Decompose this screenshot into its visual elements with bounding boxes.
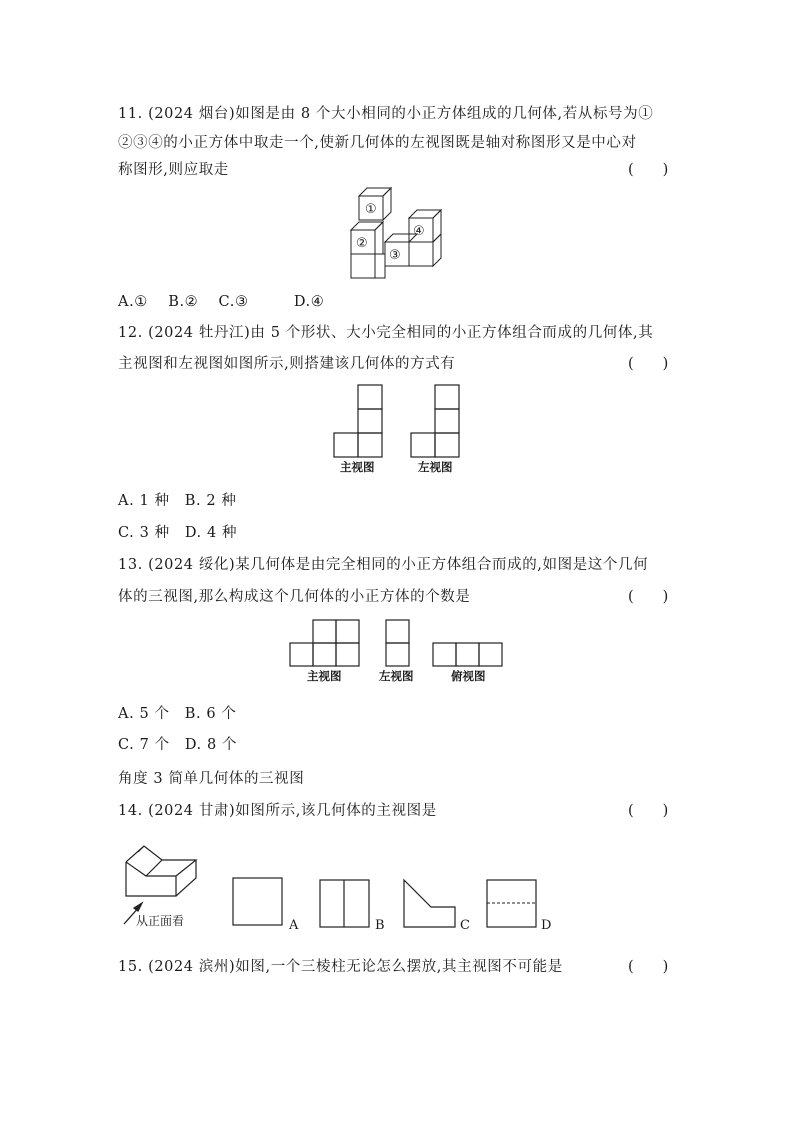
q12-front-view <box>333 384 383 458</box>
q14-option-b-figure <box>319 879 371 929</box>
q12-options-1: A. 1 种 B. 2 种 <box>118 493 237 509</box>
q14-option-c-figure <box>403 879 457 929</box>
q13-line-1: 13. (2024 绥化)某几何体是由完全相同的小正方体组合而成的,如图是这个几何 <box>118 557 649 573</box>
q13-front-caption: 主视图 <box>307 669 342 683</box>
q12-line-2: 主视图和左视图如图所示,则搭建该几何体的方式有 <box>118 356 456 372</box>
q13-options-1: A. 5 个 B. 6 个 <box>118 706 237 722</box>
q14-option-d-figure <box>486 879 538 929</box>
q12-line-1: 12. (2024 牡丹江)由 5 个形状、大小完全相同的小正方体组合而成的几何体,其 <box>118 325 654 341</box>
q13-top-view <box>432 642 504 667</box>
q12-front-caption: 主视图 <box>340 460 375 474</box>
q12-options-2: C. 3 种 D. 4 种 <box>118 525 238 541</box>
q15-line-1: 15. (2024 滨州)如图,一个三棱柱无论怎么摆放,其主视图不可能是 <box>118 959 563 975</box>
q13-left-view <box>385 619 411 667</box>
q14-option-a-letter: A <box>289 918 299 933</box>
q13-line-2: 体的三视图,那么构成这个几何体的小正方体的个数是 <box>118 589 471 605</box>
cube-label-3: ③ <box>389 248 401 263</box>
q14-option-c-letter: C <box>460 918 470 933</box>
cube-label-4: ④ <box>413 224 425 239</box>
q12-left-view <box>410 384 460 458</box>
q13-front-view <box>289 619 361 667</box>
q11-options: A.① B.② C.③ D.④ <box>118 294 325 310</box>
q14-line-1: 14. (2024 甘肃)如图所示,该几何体的主视图是 <box>118 803 437 819</box>
q11-line-2: ②③④的小正方体中取走一个,使新几何体的左视图既是轴对称图形又是中心对 <box>118 135 637 151</box>
q11-line-1: 11. (2024 烟台)如图是由 8 个大小相同的小正方体组成的几何体,若从标号为① <box>118 106 654 122</box>
q11-line-3: 称图形,则应取走 <box>118 162 229 178</box>
q14-option-d-letter: D <box>541 918 552 933</box>
q11-cube-figure <box>348 184 443 280</box>
q14-answer-paren: ( ) <box>628 803 669 819</box>
q13-options-2: C. 7 个 D. 8 个 <box>118 737 238 753</box>
q12-answer-paren: ( ) <box>628 356 669 372</box>
q14-option-a-figure <box>232 877 284 927</box>
q13-answer-paren: ( ) <box>628 589 669 605</box>
section-heading: 角度 3 简单几何体的三视图 <box>118 771 305 787</box>
q13-left-caption: 左视图 <box>379 669 414 683</box>
q12-left-caption: 左视图 <box>418 460 453 474</box>
q14-arrow-label: 从正面看 <box>136 914 185 928</box>
q13-top-caption: 俯视图 <box>451 669 486 683</box>
q15-answer-paren: ( ) <box>628 959 669 975</box>
q14-option-b-letter: B <box>375 918 385 933</box>
cube-label-2: ② <box>356 236 368 251</box>
cube-label-1: ① <box>365 202 377 217</box>
q11-answer-paren: ( ) <box>628 162 669 178</box>
